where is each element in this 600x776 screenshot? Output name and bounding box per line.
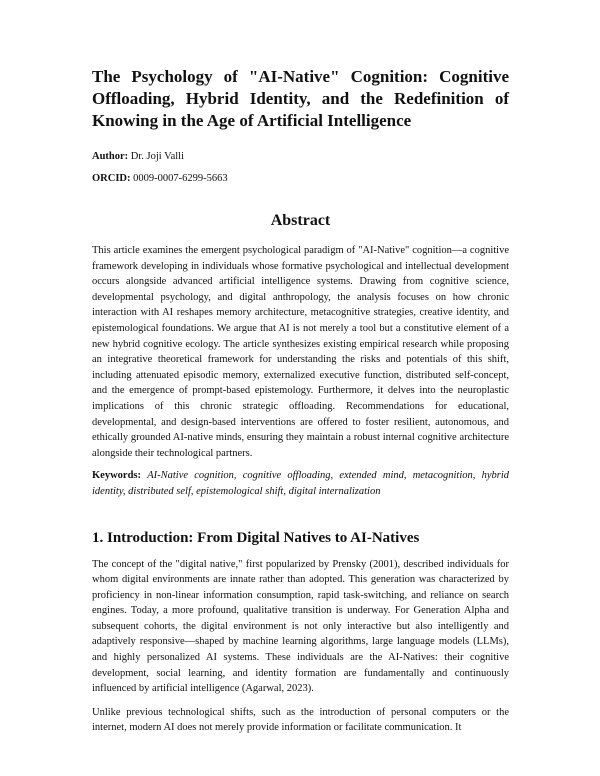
paper-title: The Psychology of "AI-Native" Cognition: Cognitive Offloading, Hybrid Identity, and the Redefinition of Knowing in the Age of Artificial Intelligence bbox=[92, 67, 509, 130]
keywords-text: AI-Native cognition, cognitive offloading, extended mind, metacognition, hybrid identity, distributed self, epistemological shift, digital internalization bbox=[92, 470, 509, 497]
abstract-text: This article examines the emergent psychological paradigm of "AI-Native" cognition—a cognitive framework developing in individuals whose formative psychological and intellectual development occurs alongside advanced artificial intelligence systems. Drawing from cognitive science, developmental psychology, and digital anthropology, the analysis focuses on how chronic interaction with AI reshapes memory architecture, metacognitive strategies, creative identity, and epistemological foundations. We argue that AI is not merely a tool but a constitutive element of a new hybrid cognitive ecology. The article synthesizes existing empirical research while proposing an integrative theoretical framework for understanding the risks and potentials of this shift, including attenuated episodic memory, externalized executive function, distributed self-concept, and the emergence of prompt-based epistemology. Furthermore, it delves into the neuroplastic implications of this chronic strategic offloading. Recommendations for educational, developmental, and design-based interventions are offered to foster resilient, autonomous, and ethically grounded AI-native minds, ensuring they maintain a robust internal cognitive architecture alongside their technological partners. bbox=[92, 245, 509, 459]
section-paragraph: The concept of the "digital native," first popularized by Prensky (2001), described individuals for whom digital environments are innate rather than adopted. This generation was characterized by proficiency in non-linear information consumption, rapid task-switching, and reliance on search engines. Today, a more profound, qualitative transition is underway. For Generation Alpha and subsequent cohorts, the digital environment is not only interactive but also intelligently and adaptively responsive—shaped by machine learning algorithms, large language models (LLMs), and highly personalized AI systems. These individuals are the AI-Natives: their cognitive development, social learning, and identity formation are fundamentally and continuously influenced by artificial intelligence (Agarwal, 2023). bbox=[92, 558, 509, 695]
section-heading: 1. Introduction: From Digital Natives to AI-Natives bbox=[92, 529, 420, 546]
orcid-value: 0009-0007-6299-5663 bbox=[133, 173, 228, 184]
section-paragraph: Unlike previous technological shifts, such as the introduction of personal computers or the internet, modern AI does not merely provide information or facilitate communication. It bbox=[92, 706, 509, 734]
keywords-label: Keywords: bbox=[92, 470, 141, 482]
orcid-line bbox=[92, 172, 509, 185]
orcid-label: ORCID: bbox=[92, 173, 131, 184]
paper-page bbox=[92, 66, 509, 736]
keywords bbox=[92, 468, 509, 499]
author-label: Author: bbox=[92, 151, 129, 162]
abstract-heading: Abstract bbox=[270, 212, 331, 229]
author-name: Dr. Joji Valli bbox=[130, 151, 184, 162]
author-line bbox=[92, 150, 509, 163]
